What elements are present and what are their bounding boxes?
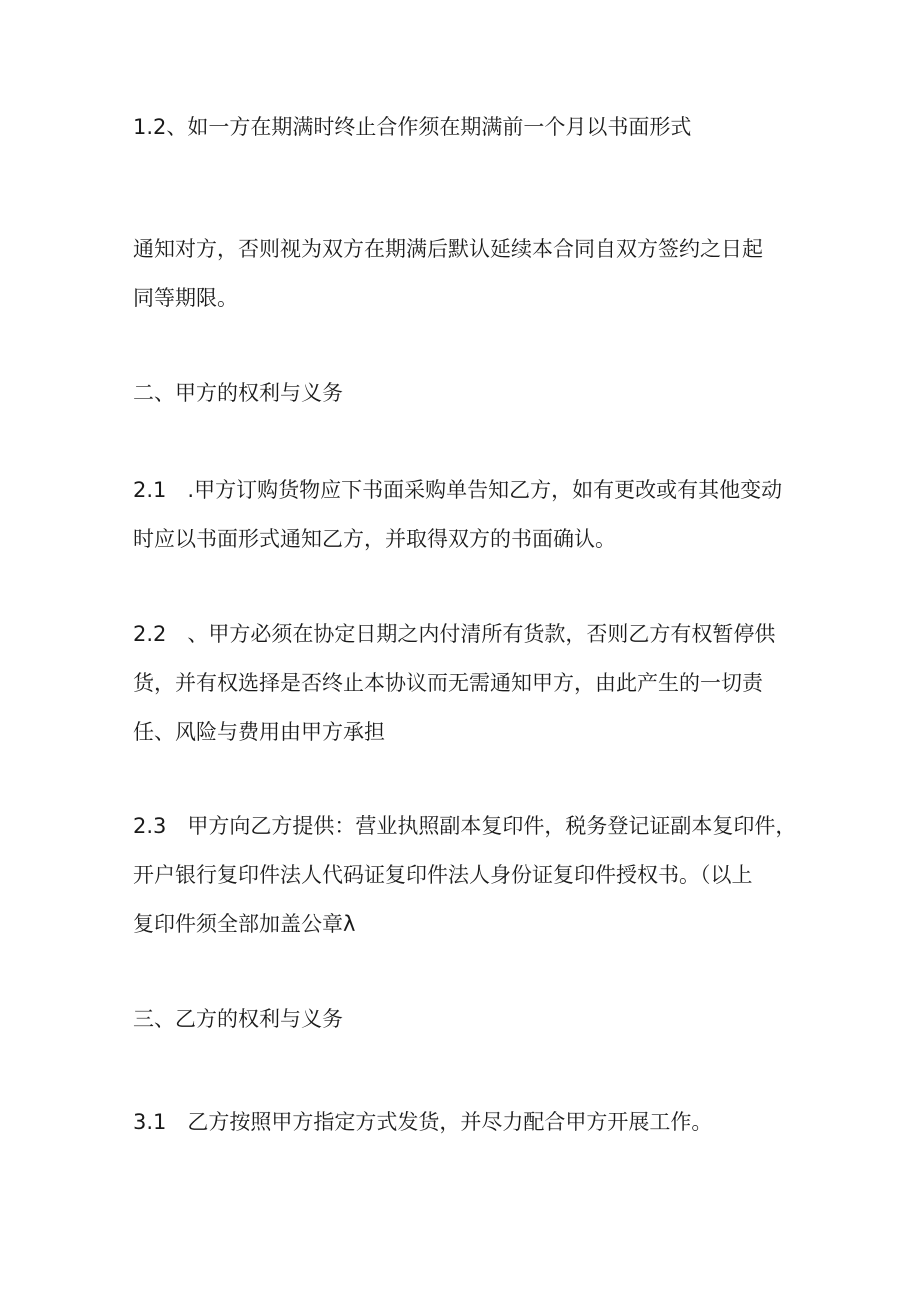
clause-2-3 <box>133 802 798 949</box>
text-line: 复印件须全部加盖公章λ <box>133 912 356 936</box>
text-line: 货，并有权选择是否终止本协议而无需通知甲方，由此产生的一切责 <box>133 671 763 695</box>
clause-2-1 <box>133 466 798 564</box>
section-title: 二、甲方的权利与义务 <box>133 381 343 405</box>
text-line: 2.3 甲方向乙方提供：营业执照副本复印件，税务登记证副本复印件， <box>133 814 797 838</box>
section-title: 三、乙方的权利与义务 <box>133 1007 343 1031</box>
section-heading-2 <box>133 369 798 418</box>
text-line: 任、风险与费用由甲方承担 <box>133 720 385 744</box>
clause-1-2-continued <box>133 225 798 323</box>
text-line: 时应以书面形式通知乙方，并取得双方的书面确认。 <box>133 527 616 551</box>
clause-3-1 <box>133 1098 798 1147</box>
text-line: 通知对方，否则视为双方在期满后默认延续本合同自双方签约之日起 <box>133 237 763 261</box>
text-line: 开户银行复印件法人代码证复印件法人身份证复印件授权书。（以上 <box>133 863 753 887</box>
clause-1-2 <box>133 103 798 152</box>
text-line: 3.1 乙方按照甲方指定方式发货，并尽力配合甲方开展工作。 <box>133 1110 713 1134</box>
text-line: 1.2、如一方在期满时终止合作须在期满前一个月以书面形式 <box>133 115 692 139</box>
text-line: 2.1 .甲方订购货物应下书面采购单告知乙方，如有更改或有其他变动 <box>133 478 783 502</box>
text-line: 2.2 、甲方必须在协定日期之内付清所有货款，否则乙方有权暂停供 <box>133 622 776 646</box>
section-heading-3 <box>133 995 798 1044</box>
text-line: 同等期限。 <box>133 286 238 310</box>
clause-2-2 <box>133 610 798 757</box>
